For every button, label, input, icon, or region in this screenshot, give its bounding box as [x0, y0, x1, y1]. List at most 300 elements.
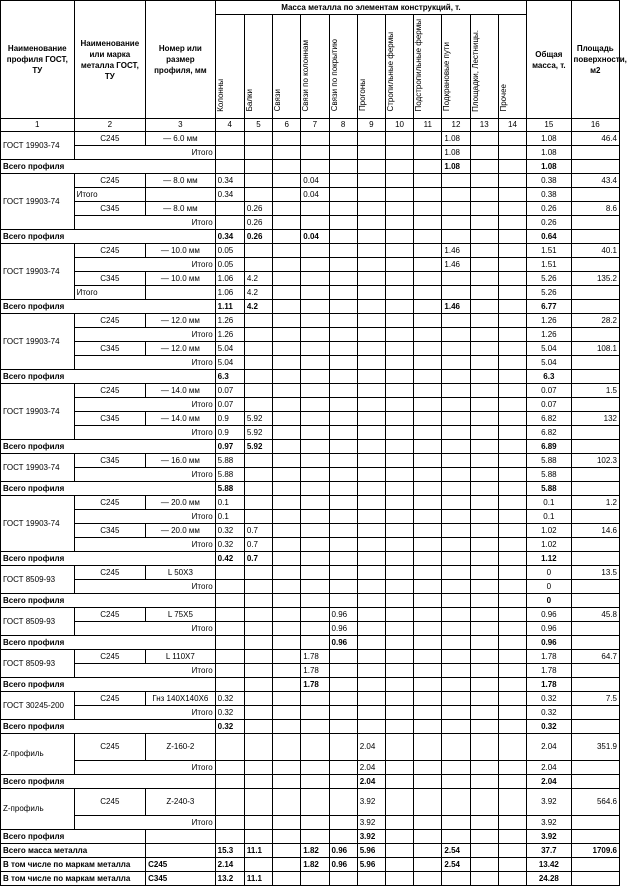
mass-value: 0.26 [244, 216, 272, 230]
mass-value [442, 230, 470, 244]
mass-value [273, 454, 301, 468]
mass-value [414, 426, 442, 440]
mass-value [357, 664, 385, 678]
column-number: 7 [301, 119, 329, 132]
mass-value [414, 678, 442, 692]
mass-value [414, 816, 442, 830]
mass-value [498, 789, 526, 816]
mass-value [442, 594, 470, 608]
mass-value [273, 830, 301, 844]
mass-value [470, 858, 498, 872]
profile-size: Z-160-2 [146, 734, 216, 761]
mass-value [329, 258, 357, 272]
header-element [244, 15, 272, 119]
total-mass: 0.38 [527, 174, 571, 188]
mass-value [442, 566, 470, 580]
mass-value [498, 608, 526, 622]
mass-value [470, 789, 498, 816]
table-row [1, 510, 620, 524]
total-mass: 2.04 [527, 761, 571, 775]
total-mass: 1.78 [527, 664, 571, 678]
mass-value [244, 636, 272, 650]
header-element [442, 15, 470, 119]
mass-value [329, 160, 357, 174]
mass-value [329, 132, 357, 146]
mass-value [470, 538, 498, 552]
mass-value: 2.04 [357, 734, 385, 761]
steel-grade: С245 [74, 384, 146, 398]
mass-value [244, 664, 272, 678]
mass-value [301, 160, 329, 174]
mass-value [385, 300, 413, 314]
mass-value [498, 342, 526, 356]
header-mass-group: Масса металла по элементам конструкций, т. [215, 1, 527, 15]
total-mass: 0.26 [527, 216, 571, 230]
table-row [1, 678, 620, 692]
header-element-label: Связи по покрытию [329, 39, 339, 112]
surface-area: 28.2 [571, 314, 619, 328]
mass-value [414, 636, 442, 650]
mass-value: 1.78 [301, 650, 329, 664]
mass-value [414, 706, 442, 720]
profile-total-label: Всего профиля [1, 720, 216, 734]
profile-size: — 20.0 мм [146, 524, 216, 538]
surface-area: 1709.6 [571, 844, 619, 858]
mass-value [470, 258, 498, 272]
mass-value [244, 858, 272, 872]
mass-value [385, 216, 413, 230]
mass-value [470, 202, 498, 216]
mass-value [329, 594, 357, 608]
surface-area: 45.8 [571, 608, 619, 622]
mass-value [329, 426, 357, 440]
surface-area: 102.3 [571, 454, 619, 468]
mass-value [244, 468, 272, 482]
steel-grade: С345 [74, 524, 146, 538]
mass-value [301, 384, 329, 398]
mass-value [470, 510, 498, 524]
mass-value [498, 398, 526, 412]
mass-value [357, 160, 385, 174]
mass-value [273, 160, 301, 174]
profile-size: — 14.0 мм [146, 384, 216, 398]
mass-value [442, 734, 470, 761]
total-mass: 0.32 [527, 720, 571, 734]
mass-value [357, 538, 385, 552]
surface-area [571, 775, 619, 789]
mass-value [301, 132, 329, 146]
table-row [1, 398, 620, 412]
mass-value [329, 356, 357, 370]
mass-value [273, 356, 301, 370]
mass-value [329, 202, 357, 216]
total-mass: 3.92 [527, 830, 571, 844]
mass-value [414, 524, 442, 538]
profile-standard: ГОСТ 19903-74 [1, 174, 75, 230]
mass-value: 0.9 [215, 412, 244, 426]
mass-value [414, 538, 442, 552]
mass-value [329, 816, 357, 830]
mass-value: 1.78 [301, 678, 329, 692]
surface-area: 40.1 [571, 244, 619, 258]
surface-area [571, 440, 619, 454]
mass-value [329, 454, 357, 468]
mass-value: 13.2 [215, 872, 244, 886]
mass-value: 5.88 [215, 454, 244, 468]
surface-area: 132 [571, 412, 619, 426]
mass-value [357, 216, 385, 230]
profile-standard: Z-профиль [1, 789, 75, 830]
mass-value: 1.06 [215, 272, 244, 286]
mass-value [470, 664, 498, 678]
mass-value [329, 580, 357, 594]
table-row [1, 160, 620, 174]
column-number: 13 [470, 119, 498, 132]
mass-value [301, 370, 329, 384]
total-mass: 0.32 [527, 706, 571, 720]
total-mass: 0.32 [527, 692, 571, 706]
mass-value [442, 622, 470, 636]
total-mass: 1.02 [527, 538, 571, 552]
mass-value [498, 775, 526, 789]
header-total-mass: Общая масса, т. [527, 1, 571, 119]
mass-value [498, 454, 526, 468]
mass-value [498, 830, 526, 844]
table-row [1, 608, 620, 622]
steel-grade: С245 [74, 244, 146, 258]
table-row [1, 258, 620, 272]
header-area: Площадь поверхности, м2 [571, 1, 619, 119]
mass-value [329, 510, 357, 524]
grand-total-row [1, 858, 620, 872]
mass-value [414, 622, 442, 636]
mass-value [357, 244, 385, 258]
mass-value [329, 314, 357, 328]
mass-value: 0.7 [244, 524, 272, 538]
mass-value [357, 342, 385, 356]
mass-value [414, 720, 442, 734]
mass-value [244, 678, 272, 692]
mass-value: 0.42 [215, 552, 244, 566]
surface-area [571, 858, 619, 872]
mass-value [329, 174, 357, 188]
mass-value: 11.1 [244, 872, 272, 886]
table-row [1, 426, 620, 440]
empty-cell [146, 286, 216, 300]
mass-value [357, 622, 385, 636]
mass-value [470, 342, 498, 356]
surface-area [571, 594, 619, 608]
mass-value [244, 706, 272, 720]
subtotal-label: Итого [74, 146, 215, 160]
header-element [215, 15, 244, 119]
mass-value [414, 370, 442, 384]
total-mass: 3.92 [527, 789, 571, 816]
mass-value [442, 272, 470, 286]
mass-value [414, 384, 442, 398]
mass-value [244, 328, 272, 342]
mass-value [498, 538, 526, 552]
total-mass: 0.96 [527, 608, 571, 622]
mass-value [273, 678, 301, 692]
mass-value [498, 622, 526, 636]
mass-value [244, 775, 272, 789]
surface-area [571, 580, 619, 594]
profile-total-label: Всего профиля [1, 370, 216, 384]
mass-value [273, 650, 301, 664]
mass-value [414, 830, 442, 844]
mass-value [385, 830, 413, 844]
mass-value [442, 412, 470, 426]
steel-grade: С245 [74, 496, 146, 510]
column-number: 14 [498, 119, 526, 132]
subtotal-label: Итого [74, 426, 215, 440]
mass-value [215, 775, 244, 789]
mass-value [273, 844, 301, 858]
steel-grade: С245 [74, 314, 146, 328]
mass-value [273, 468, 301, 482]
mass-value [357, 524, 385, 538]
mass-value [498, 300, 526, 314]
mass-value [244, 398, 272, 412]
mass-value [470, 594, 498, 608]
mass-value [357, 566, 385, 580]
steel-grade: С245 [74, 566, 146, 580]
table-row [1, 622, 620, 636]
mass-value [498, 174, 526, 188]
mass-value [357, 426, 385, 440]
mass-value: 5.92 [244, 440, 272, 454]
mass-value [244, 244, 272, 258]
mass-value [244, 692, 272, 706]
mass-value [385, 775, 413, 789]
surface-area [571, 216, 619, 230]
mass-value: 5.96 [357, 858, 385, 872]
surface-area [571, 636, 619, 650]
mass-value [357, 636, 385, 650]
mass-value [357, 286, 385, 300]
subtotal-label: Итого [74, 510, 215, 524]
mass-value [273, 692, 301, 706]
profile-size: — 12.0 мм [146, 314, 216, 328]
mass-value [301, 720, 329, 734]
mass-value [498, 370, 526, 384]
mass-value [470, 566, 498, 580]
mass-value [470, 160, 498, 174]
table-row [1, 174, 620, 188]
table-row [1, 314, 620, 328]
mass-value [244, 650, 272, 664]
mass-value [414, 160, 442, 174]
surface-area [571, 398, 619, 412]
mass-value [414, 174, 442, 188]
mass-value [244, 370, 272, 384]
header-profile: Наименование профиля ГОСТ, ТУ [1, 1, 75, 119]
table-row [1, 650, 620, 664]
table-row [1, 789, 620, 816]
mass-value [301, 734, 329, 761]
mass-value [414, 552, 442, 566]
surface-area [571, 286, 619, 300]
mass-value [244, 830, 272, 844]
mass-value [301, 482, 329, 496]
profile-standard: ГОСТ 8509-93 [1, 608, 75, 636]
mass-value [470, 524, 498, 538]
steel-grade: С245 [74, 608, 146, 622]
total-mass: 13.42 [527, 858, 571, 872]
mass-value [498, 566, 526, 580]
mass-value [385, 454, 413, 468]
mass-value [470, 816, 498, 830]
total-mass: 6.3 [527, 370, 571, 384]
profile-size: — 14.0 мм [146, 412, 216, 426]
mass-value [244, 566, 272, 580]
column-number: 9 [357, 119, 385, 132]
mass-value [273, 622, 301, 636]
total-mass: 1.08 [527, 132, 571, 146]
mass-value: 1.08 [442, 146, 470, 160]
total-mass: 1.51 [527, 258, 571, 272]
mass-value [442, 650, 470, 664]
total-mass: 0.96 [527, 622, 571, 636]
mass-value [329, 440, 357, 454]
mass-value [273, 216, 301, 230]
mass-value [442, 636, 470, 650]
profile-total-label: Всего профиля [1, 594, 216, 608]
mass-value [329, 706, 357, 720]
steel-grade: С345 [74, 202, 146, 216]
mass-value [329, 761, 357, 775]
mass-value [385, 398, 413, 412]
mass-value [357, 692, 385, 706]
mass-value [442, 524, 470, 538]
steel-grade: С245 [74, 650, 146, 664]
mass-value [385, 816, 413, 830]
mass-value [470, 440, 498, 454]
mass-value [470, 678, 498, 692]
mass-value [329, 775, 357, 789]
mass-value [357, 678, 385, 692]
mass-value [301, 412, 329, 426]
surface-area: 564.6 [571, 789, 619, 816]
mass-value [244, 510, 272, 524]
mass-value [498, 552, 526, 566]
mass-value [470, 426, 498, 440]
mass-value [498, 872, 526, 886]
mass-value [498, 720, 526, 734]
mass-value [215, 650, 244, 664]
mass-value [385, 426, 413, 440]
mass-value [329, 216, 357, 230]
mass-value [385, 636, 413, 650]
mass-value [301, 761, 329, 775]
total-mass: 1.26 [527, 314, 571, 328]
mass-value [329, 678, 357, 692]
mass-value [357, 412, 385, 426]
profile-size: — 10.0 мм [146, 244, 216, 258]
profile-total-label: Всего профиля [1, 678, 216, 692]
mass-value [414, 230, 442, 244]
profile-standard: ГОСТ 8509-93 [1, 650, 75, 678]
total-mass: 0.38 [527, 188, 571, 202]
mass-value [301, 314, 329, 328]
mass-value [273, 314, 301, 328]
header-element-label: Стропильные фермы [385, 31, 395, 112]
table-row [1, 286, 620, 300]
mass-value: 0.9 [215, 426, 244, 440]
table-row [1, 300, 620, 314]
mass-value [442, 816, 470, 830]
total-mass: 6.82 [527, 426, 571, 440]
mass-value [329, 342, 357, 356]
mass-value [414, 314, 442, 328]
mass-value [329, 720, 357, 734]
mass-value [273, 440, 301, 454]
mass-value [273, 202, 301, 216]
mass-value [385, 328, 413, 342]
table-row [1, 454, 620, 468]
total-mass: 3.92 [527, 816, 571, 830]
total-mass: 1.08 [527, 146, 571, 160]
table-row [1, 775, 620, 789]
mass-value: 0.34 [215, 188, 244, 202]
subtotal-label: Итого [74, 188, 146, 202]
mass-value [244, 720, 272, 734]
profile-standard: ГОСТ 19903-74 [1, 496, 75, 552]
mass-value [357, 608, 385, 622]
mass-value [329, 496, 357, 510]
table-row [1, 230, 620, 244]
mass-value [273, 342, 301, 356]
steel-grade: С345 [74, 342, 146, 356]
mass-value [414, 440, 442, 454]
grand-total-label: В том числе по маркам металла [1, 872, 146, 886]
mass-value [301, 342, 329, 356]
mass-value [498, 412, 526, 426]
mass-value [470, 636, 498, 650]
header-element [301, 15, 329, 119]
mass-value [357, 356, 385, 370]
table-row [1, 244, 620, 258]
mass-value: 2.54 [442, 844, 470, 858]
mass-value [301, 328, 329, 342]
mass-value [442, 356, 470, 370]
steel-grade: С245 [74, 734, 146, 761]
mass-value [273, 816, 301, 830]
table-row [1, 440, 620, 454]
mass-value [498, 844, 526, 858]
table-row [1, 482, 620, 496]
mass-value [357, 594, 385, 608]
mass-value [385, 174, 413, 188]
mass-value: 0.32 [215, 524, 244, 538]
mass-value [385, 146, 413, 160]
mass-value [357, 720, 385, 734]
mass-value [215, 789, 244, 816]
mass-value [244, 188, 272, 202]
mass-value [244, 314, 272, 328]
mass-value: 0.32 [215, 706, 244, 720]
mass-value: 0.04 [301, 174, 329, 188]
mass-value [273, 761, 301, 775]
mass-value [442, 202, 470, 216]
total-mass: 0.07 [527, 384, 571, 398]
surface-area [571, 482, 619, 496]
mass-value [385, 342, 413, 356]
table-row [1, 706, 620, 720]
mass-value [470, 496, 498, 510]
mass-value [329, 300, 357, 314]
